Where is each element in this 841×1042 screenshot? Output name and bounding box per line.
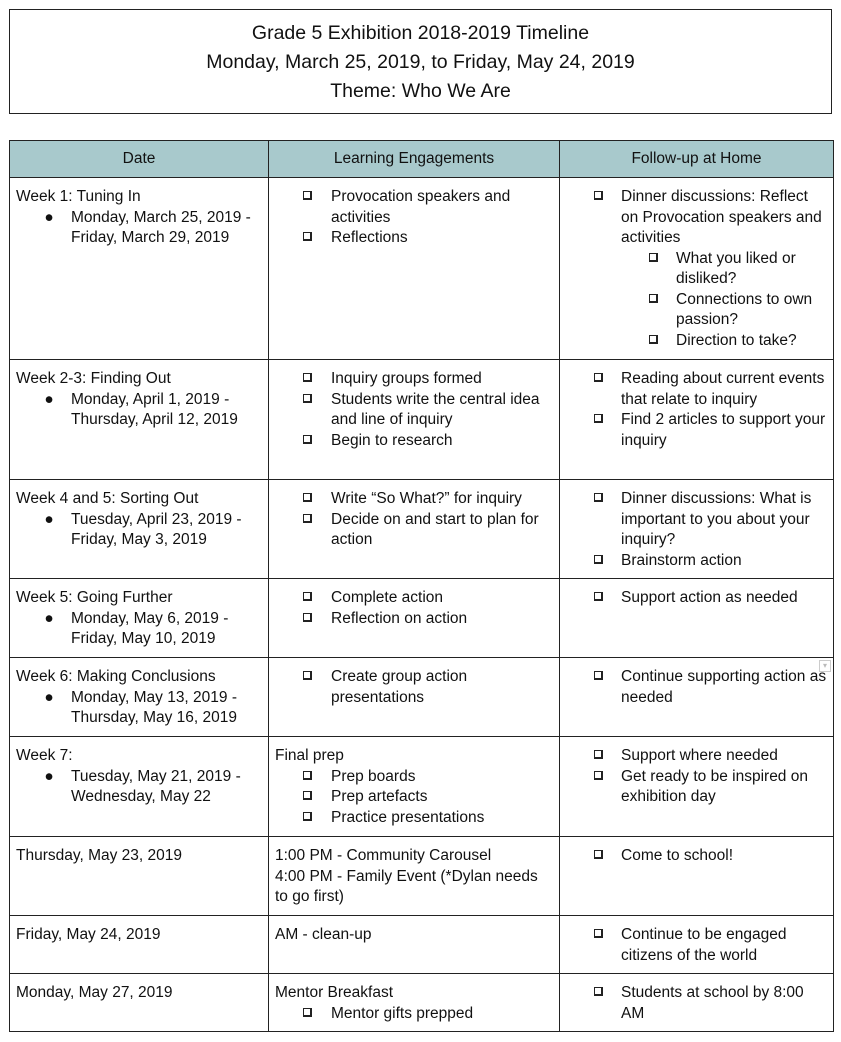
checkbox-bullet-icon: [594, 929, 603, 938]
dropdown-indicator-icon[interactable]: ▾: [819, 660, 831, 672]
list-item: What you liked or disliked?: [621, 249, 827, 290]
learning-cell: [269, 974, 560, 1032]
home-list: [566, 983, 827, 1024]
list-item: Continue to be engaged citizens of the world: [566, 925, 827, 966]
list-item: Continue supporting action as needed: [566, 667, 827, 708]
date-range-list: [16, 688, 262, 729]
checkbox-bullet-icon: [303, 613, 312, 622]
list-item: Decide on and start to plan for action: [275, 510, 553, 551]
learning-cell: [269, 178, 560, 360]
list-item: Complete action: [275, 588, 553, 609]
title-box: [9, 9, 832, 114]
table-row: [10, 178, 834, 360]
learning-cell: [269, 837, 560, 916]
date-range-list: [16, 390, 262, 431]
date-cell: [10, 579, 269, 658]
table-row: [10, 974, 834, 1032]
learning-cell: [269, 480, 560, 579]
list-item: ● Tuesday, April 23, 2019 - Friday, May 3, 2019: [16, 510, 262, 551]
home-cell: [560, 480, 834, 579]
learning-intro: Final prep: [275, 747, 344, 764]
learning-cell: [269, 579, 560, 658]
list-item: Support where needed: [566, 746, 827, 767]
date-cell: [10, 178, 269, 360]
date-cell: [10, 360, 269, 480]
home-cell: [560, 974, 834, 1032]
table-header-row: [10, 141, 834, 178]
bullet-icon: ●: [44, 208, 54, 226]
checkbox-bullet-icon: [594, 191, 603, 200]
header-home: Follow-up at Home: [560, 141, 834, 178]
week-label: Week 4 and 5: Sorting Out: [16, 490, 199, 507]
list-item: Inquiry groups formed: [275, 369, 553, 390]
home-list: [566, 846, 827, 867]
home-list: [566, 588, 827, 609]
week-label: Week 7:: [16, 747, 73, 764]
list-item: Support action as needed: [566, 588, 827, 609]
checkbox-bullet-icon: [594, 414, 603, 423]
learning-list: [275, 489, 553, 551]
home-cell: [560, 916, 834, 974]
checkbox-bullet-icon: [649, 253, 658, 262]
checkbox-bullet-icon: [303, 791, 312, 800]
list-item: ● Monday, May 6, 2019 - Friday, May 10, 2019: [16, 609, 262, 650]
date-cell: Friday, May 24, 2019: [10, 916, 269, 974]
learning-list: [275, 667, 553, 708]
learning-cell: [269, 658, 560, 737]
list-item: Create group action presentations: [275, 667, 553, 708]
checkbox-bullet-icon: [594, 493, 603, 502]
home-list: [566, 746, 827, 808]
list-item: ● Monday, May 13, 2019 - Thursday, May 16, 2019: [16, 688, 262, 729]
table-row: [10, 480, 834, 579]
week-label: Week 5: Going Further: [16, 589, 173, 606]
date-range-subtitle: Monday, March 25, 2019, to Friday, May 24, 2019: [206, 51, 635, 73]
week-label: Week 2-3: Finding Out: [16, 370, 171, 387]
week-label: Week 1: Tuning In: [16, 188, 141, 205]
checkbox-bullet-icon: [303, 592, 312, 601]
theme-subtitle: Theme: Who We Are: [330, 80, 511, 102]
table-row: [10, 737, 834, 837]
list-item: Begin to research: [275, 431, 553, 452]
learning-text: AM - clean-up: [275, 926, 372, 943]
date-cell: [10, 658, 269, 737]
learning-text: 1:00 PM - Community Carousel: [275, 847, 492, 864]
list-item: Mentor gifts prepped: [275, 1004, 553, 1025]
list-item: Students at school by 8:00 AM: [566, 983, 827, 1024]
date-cell: Monday, May 27, 2019: [10, 974, 269, 1032]
date-cell: [10, 737, 269, 837]
header-date: Date: [10, 141, 269, 178]
checkbox-bullet-icon: [303, 191, 312, 200]
list-item: Find 2 articles to support your inquiry: [566, 410, 827, 451]
home-cell: [560, 658, 834, 737]
learning-cell: [269, 360, 560, 480]
table-row: [10, 837, 834, 916]
checkbox-bullet-icon: [303, 514, 312, 523]
list-item: Reflections: [275, 228, 553, 249]
learning-list: [275, 1004, 553, 1025]
list-item: Reading about current events that relate to inquiry: [566, 369, 827, 410]
timeline-table: [9, 140, 834, 1032]
bullet-icon: ●: [44, 510, 54, 528]
checkbox-bullet-icon: [303, 493, 312, 502]
list-item: Connections to own passion?: [621, 290, 827, 331]
list-item: ● Monday, March 25, 2019 - Friday, March 29, 2019: [16, 208, 262, 249]
bullet-icon: ●: [44, 767, 54, 785]
home-list: [566, 925, 827, 966]
list-item: Write “So What?” for inquiry: [275, 489, 553, 510]
checkbox-bullet-icon: [594, 850, 603, 859]
list-item: Get ready to be inspired on exhibition day: [566, 767, 827, 808]
home-list: [566, 187, 827, 351]
table-row: [10, 360, 834, 480]
list-item: Direction to take?: [621, 331, 827, 352]
list-item: Dinner discussions: Reflect on Provocation speakers and activities What you liked or disliked? Connections to own passion? Direction to take?: [566, 187, 827, 351]
checkbox-bullet-icon: [594, 771, 603, 780]
learning-list: [275, 187, 553, 249]
checkbox-bullet-icon: [303, 1008, 312, 1017]
home-sub-list: [621, 249, 827, 352]
checkbox-bullet-icon: [303, 373, 312, 382]
learning-list: [275, 588, 553, 629]
list-item: Reflection on action: [275, 609, 553, 630]
home-list: [566, 667, 827, 708]
list-item: ● Monday, April 1, 2019 - Thursday, April 12, 2019: [16, 390, 262, 431]
list-item: Prep artefacts: [275, 787, 553, 808]
learning-list: [275, 767, 553, 829]
list-item: Practice presentations: [275, 808, 553, 829]
checkbox-bullet-icon: [594, 373, 603, 382]
home-list: [566, 489, 827, 571]
home-list: [566, 369, 827, 451]
list-item: Dinner discussions: What is important to you about your inquiry?: [566, 489, 827, 551]
bullet-icon: ●: [44, 609, 54, 627]
list-item: Provocation speakers and activities: [275, 187, 553, 228]
header-learning: Learning Engagements: [269, 141, 560, 178]
date-range-list: [16, 208, 262, 249]
checkbox-bullet-icon: [594, 750, 603, 759]
checkbox-bullet-icon: [303, 771, 312, 780]
checkbox-bullet-icon: [594, 671, 603, 680]
date-range-list: [16, 510, 262, 551]
table-row: [10, 579, 834, 658]
list-item: Come to school!: [566, 846, 827, 867]
week-label: Week 6: Making Conclusions: [16, 668, 216, 685]
checkbox-bullet-icon: [649, 335, 658, 344]
checkbox-bullet-icon: [594, 987, 603, 996]
bullet-icon: ●: [44, 688, 54, 706]
list-item: ● Tuesday, May 21, 2019 - Wednesday, May 22: [16, 767, 262, 808]
table-row: [10, 658, 834, 737]
checkbox-bullet-icon: [303, 435, 312, 444]
checkbox-bullet-icon: [649, 294, 658, 303]
checkbox-bullet-icon: [594, 555, 603, 564]
list-item: Prep boards: [275, 767, 553, 788]
list-item: Brainstorm action: [566, 551, 827, 572]
table-row: [10, 916, 834, 974]
home-cell: [560, 360, 834, 480]
home-cell: [560, 837, 834, 916]
learning-cell: [269, 737, 560, 837]
learning-cell: [269, 916, 560, 974]
home-cell: [560, 579, 834, 658]
checkbox-bullet-icon: [303, 671, 312, 680]
learning-intro: Mentor Breakfast: [275, 984, 394, 1001]
learning-list: [275, 369, 553, 451]
checkbox-bullet-icon: [594, 592, 603, 601]
learning-text: 4:00 PM - Family Event (*Dylan needs to go first): [275, 867, 538, 905]
date-cell: Thursday, May 23, 2019: [10, 837, 269, 916]
home-cell: [560, 737, 834, 837]
list-item: Students write the central idea and line of inquiry: [275, 390, 553, 431]
date-range-list: [16, 767, 262, 808]
bullet-icon: ●: [44, 390, 54, 408]
checkbox-bullet-icon: [303, 232, 312, 241]
document-title: Grade 5 Exhibition 2018-2019 Timeline: [251, 22, 590, 44]
checkbox-bullet-icon: [303, 394, 312, 403]
date-cell: [10, 480, 269, 579]
date-range-list: [16, 609, 262, 650]
home-cell: [560, 178, 834, 360]
checkbox-bullet-icon: [303, 812, 312, 821]
